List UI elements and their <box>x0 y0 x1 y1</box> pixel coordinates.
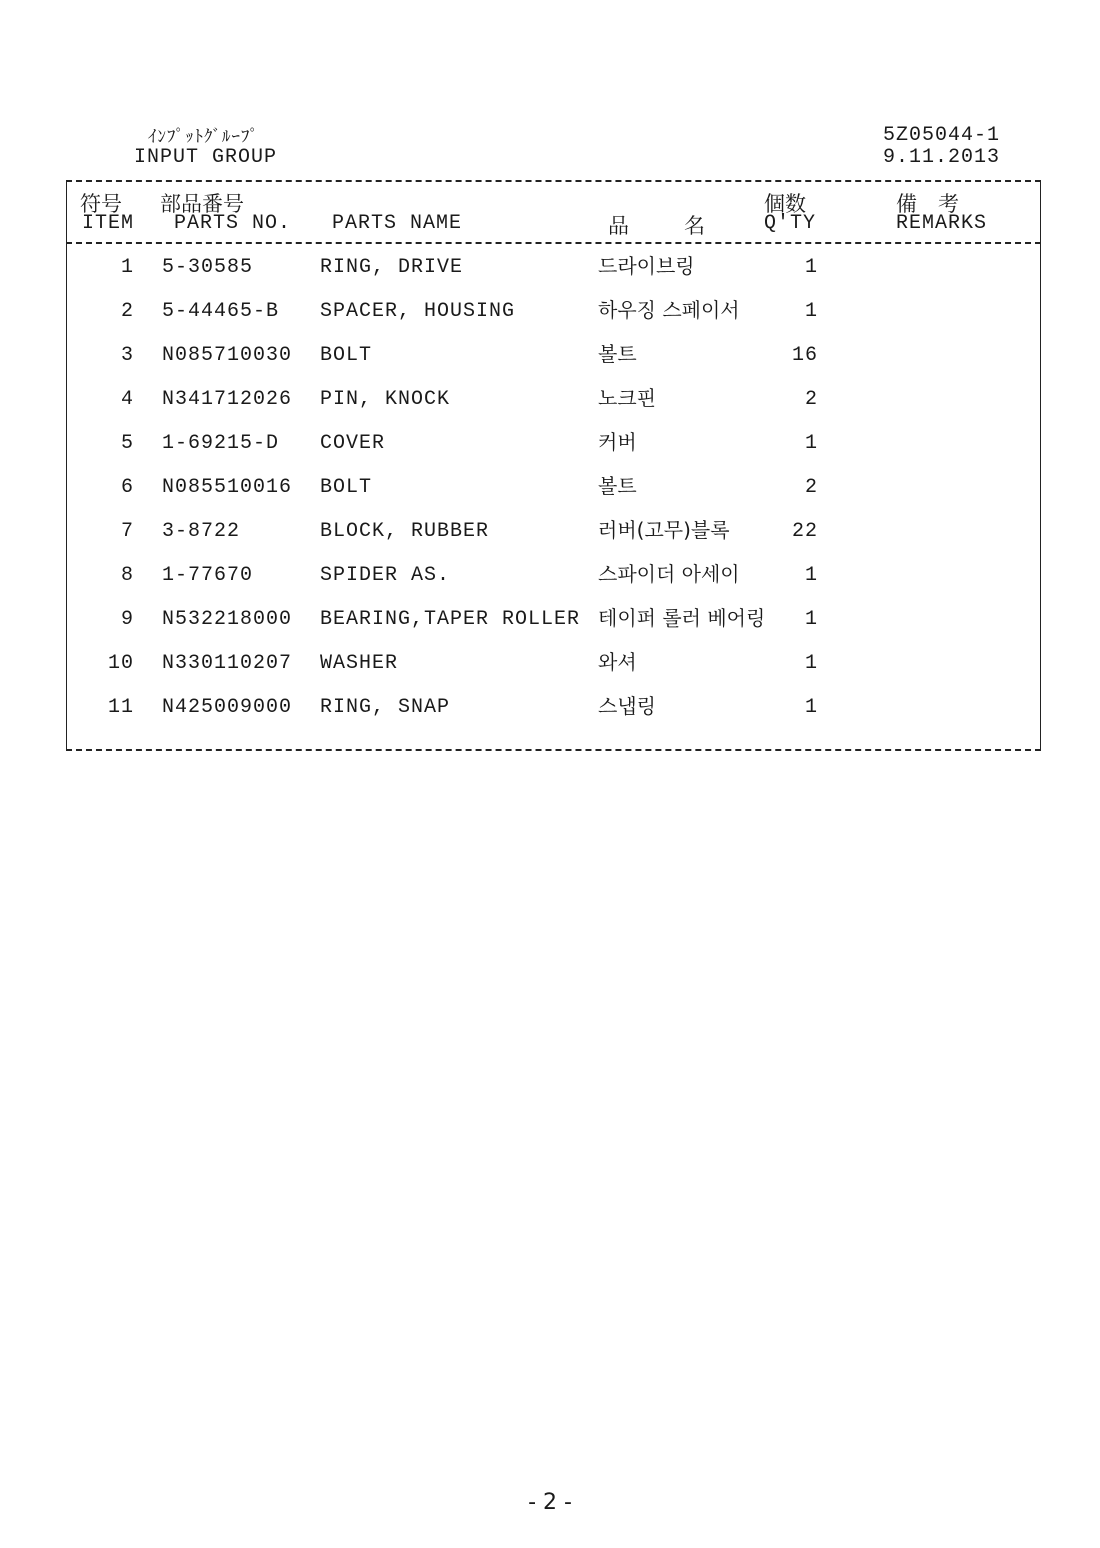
quantity: 1 <box>804 256 818 279</box>
header-item: ITEM <box>82 212 135 235</box>
quantity: 1 <box>804 696 818 719</box>
parts-name: BLOCK, RUBBER <box>320 520 490 543</box>
header-separator <box>66 242 1041 244</box>
table-row <box>66 254 1041 298</box>
item-number: 8 <box>120 564 134 587</box>
parts-name-korean: 스파이더 아세이 <box>598 562 740 586</box>
table-row <box>66 518 1041 562</box>
document-date: 9.11.2013 <box>882 146 1000 169</box>
quantity: 1 <box>804 564 818 587</box>
item-number: 5 <box>120 432 134 455</box>
item-number: 1 <box>120 256 134 279</box>
header-remarks: REMARKS <box>896 212 988 235</box>
parts-name: SPIDER AS. <box>320 564 451 587</box>
header-qty: Q'TY <box>764 212 817 235</box>
parts-name: RING, SNAP <box>320 696 451 719</box>
parts-number: N425009000 <box>162 696 293 719</box>
document-number: 5Z05044-1 <box>882 124 1000 147</box>
quantity: 1 <box>804 432 818 455</box>
parts-number: 1-69215-D <box>162 432 280 455</box>
item-number: 10 <box>107 652 134 675</box>
parts-table <box>66 180 1041 750</box>
parts-name: WASHER <box>320 652 399 675</box>
parts-name-korean: 테이퍼 롤러 베어링 <box>598 606 766 630</box>
item-number: 7 <box>120 520 134 543</box>
parts-name-korean: 드라이브링 <box>598 254 695 278</box>
item-number: 11 <box>107 696 134 719</box>
quantity: 2 <box>804 388 818 411</box>
quantity: 22 <box>791 520 818 543</box>
table-row <box>66 650 1041 694</box>
parts-name: BOLT <box>320 344 373 367</box>
table-bottom-border <box>66 749 1041 751</box>
header-parts-name-japanese-2: 名 <box>684 214 705 238</box>
parts-number: N330110207 <box>162 652 293 675</box>
parts-name: COVER <box>320 432 386 455</box>
table-row <box>66 298 1041 342</box>
table-row <box>66 474 1041 518</box>
table-top-border <box>66 180 1041 182</box>
quantity: 1 <box>804 300 818 323</box>
page-number: - 2 - <box>528 1490 572 1515</box>
parts-name: BEARING,TAPER ROLLER <box>320 608 581 631</box>
parts-number: N085510016 <box>162 476 293 499</box>
parts-name-korean: 와셔 <box>598 650 637 674</box>
group-title-japanese: ｲﾝﾌﾟｯﾄｸﾞﾙｰﾌﾟ <box>148 127 259 147</box>
table-row <box>66 430 1041 474</box>
table-row <box>66 342 1041 386</box>
parts-name: BOLT <box>320 476 373 499</box>
item-number: 4 <box>120 388 134 411</box>
parts-name-korean: 하우징 스페이서 <box>598 298 740 322</box>
parts-name-korean: 러버(고무)블록 <box>598 518 730 542</box>
header-parts-name-japanese-1: 品 <box>608 214 629 238</box>
parts-name-korean: 스냅링 <box>598 694 656 718</box>
parts-name-korean: 노크핀 <box>598 386 656 410</box>
header-remarks-japanese: 備 考 <box>896 192 959 216</box>
parts-name-korean: 볼트 <box>598 474 637 498</box>
header-qty-japanese: 個数 <box>764 192 806 216</box>
header-parts-no: PARTS NO. <box>174 212 292 235</box>
table-row <box>66 386 1041 430</box>
group-title-english: INPUT GROUP <box>134 146 278 169</box>
quantity: 16 <box>791 344 818 367</box>
parts-number: 1-77670 <box>162 564 254 587</box>
item-number: 9 <box>120 608 134 631</box>
parts-name: RING, DRIVE <box>320 256 464 279</box>
table-row <box>66 694 1041 738</box>
parts-name-korean: 커버 <box>598 430 637 454</box>
parts-number: 3-8722 <box>162 520 241 543</box>
item-number: 6 <box>120 476 134 499</box>
item-number: 2 <box>120 300 134 323</box>
parts-number: 5-30585 <box>162 256 254 279</box>
quantity: 2 <box>804 476 818 499</box>
parts-number: 5-44465-B <box>162 300 280 323</box>
parts-name: PIN, KNOCK <box>320 388 451 411</box>
parts-number: N532218000 <box>162 608 293 631</box>
header-item-japanese: 符号 <box>80 192 122 216</box>
parts-number: N085710030 <box>162 344 293 367</box>
item-number: 3 <box>120 344 134 367</box>
quantity: 1 <box>804 608 818 631</box>
table-row <box>66 562 1041 606</box>
header-parts-no-japanese: 部品番号 <box>160 192 244 216</box>
header-parts-name: PARTS NAME <box>332 212 463 235</box>
table-row <box>66 606 1041 650</box>
quantity: 1 <box>804 652 818 675</box>
parts-number: N341712026 <box>162 388 293 411</box>
parts-name: SPACER, HOUSING <box>320 300 516 323</box>
parts-name-korean: 볼트 <box>598 342 637 366</box>
